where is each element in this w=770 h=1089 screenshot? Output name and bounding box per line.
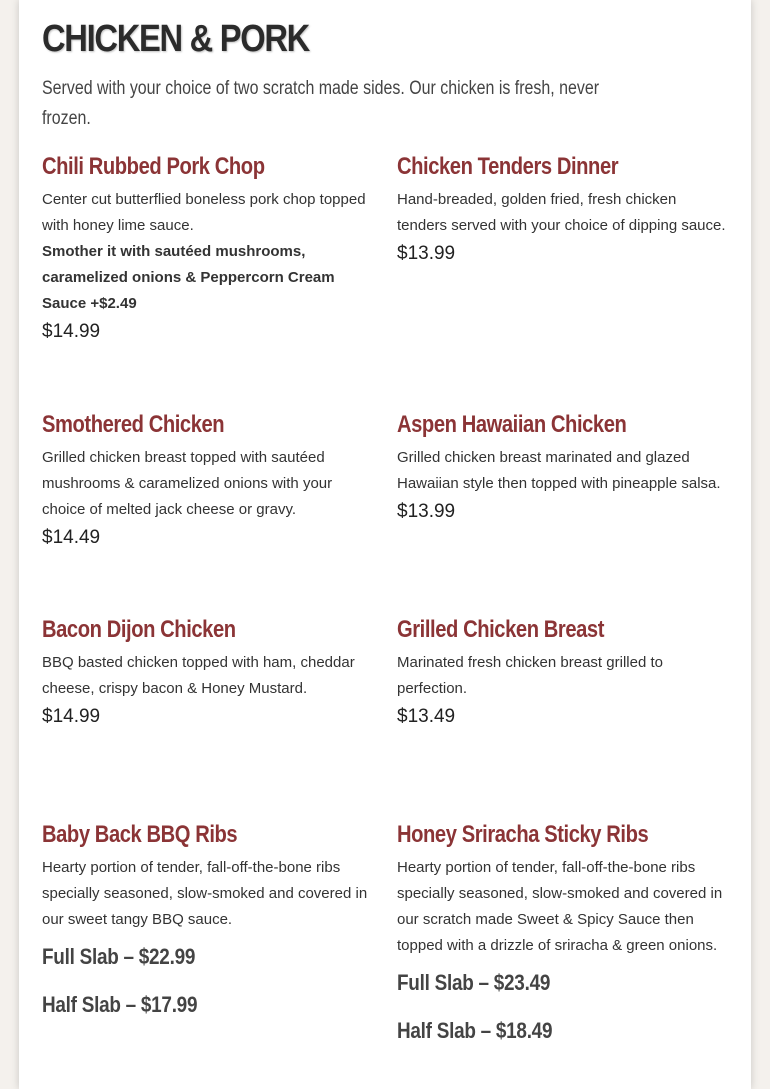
item-name: Smothered Chicken xyxy=(42,411,225,438)
item-name: Bacon Dijon Chicken xyxy=(42,616,236,643)
item-price: $13.49 xyxy=(397,706,456,727)
item-price: $14.49 xyxy=(42,527,101,548)
item-description: Center cut butterflied boneless pork chop topped with honey lime sauce. xyxy=(42,191,366,234)
item-name: Chili Rubbed Pork Chop xyxy=(42,153,265,180)
item-name: Chicken Tenders Dinner xyxy=(397,153,619,180)
item-price: $13.99 xyxy=(397,243,456,264)
half-slab-price: Half Slab – $18.49 xyxy=(397,1018,553,1043)
menu-item-baby-back-bbq-ribs xyxy=(42,819,372,1029)
item-price: $14.99 xyxy=(42,321,101,342)
item-description: Hearty portion of tender, fall-off-the-bone ribs specially seasoned, slow-smoked and covered in our scratch made Sweet & Spicy Sauce then topped with a drizzle of sriracha & green onions. xyxy=(397,859,723,954)
menu-item-aspen-hawaiian-chicken xyxy=(397,409,727,525)
item-add-on: Smother it with sautéed mushrooms, caramelized onions & Peppercorn Cream Sauce +$2.49 xyxy=(42,243,335,312)
menu-item-chili-rubbed-pork-chop xyxy=(42,151,372,345)
item-name: Baby Back BBQ Ribs xyxy=(42,821,238,848)
item-description: Grilled chicken breast topped with sautéed mushrooms & caramelized onions with your choice of melted jack cheese or gravy. xyxy=(42,449,333,518)
item-description: BBQ basted chicken topped with ham, cheddar cheese, crispy bacon & Honey Mustard. xyxy=(42,654,355,697)
item-description: Grilled chicken breast marinated and glazed Hawaiian style then topped with pineapple salsa. xyxy=(397,449,721,492)
menu-item-chicken-tenders-dinner xyxy=(397,151,727,267)
item-name: Honey Sriracha Sticky Ribs xyxy=(397,821,649,848)
menu-item-bacon-dijon-chicken xyxy=(42,614,372,730)
section-title: CHICKEN & PORK xyxy=(42,18,310,60)
item-name: Grilled Chicken Breast xyxy=(397,616,605,643)
item-description: Hand-breaded, golden fried, fresh chicken tenders served with your choice of dipping sauce. xyxy=(397,191,726,234)
menu-page xyxy=(19,0,751,1089)
menu-item-grilled-chicken-breast xyxy=(397,614,727,730)
item-description: Hearty portion of tender, fall-off-the-bone ribs specially seasoned, slow-smoked and covered in our sweet tangy BBQ sauce. xyxy=(42,859,368,928)
half-slab-price: Half Slab – $17.99 xyxy=(42,992,198,1017)
item-price: $14.99 xyxy=(42,706,101,727)
section-intro: Served with your choice of two scratch made sides. Our chicken is fresh, never frozen. xyxy=(42,78,600,129)
item-price: $13.99 xyxy=(397,501,456,522)
full-slab-price: Full Slab – $22.99 xyxy=(42,944,196,969)
menu-item-smothered-chicken xyxy=(42,409,372,551)
item-name: Aspen Hawaiian Chicken xyxy=(397,411,627,438)
menu-item-honey-sriracha-sticky-ribs xyxy=(397,819,727,1055)
full-slab-price: Full Slab – $23.49 xyxy=(397,970,551,995)
item-description: Marinated fresh chicken breast grilled to perfection. xyxy=(397,654,663,697)
